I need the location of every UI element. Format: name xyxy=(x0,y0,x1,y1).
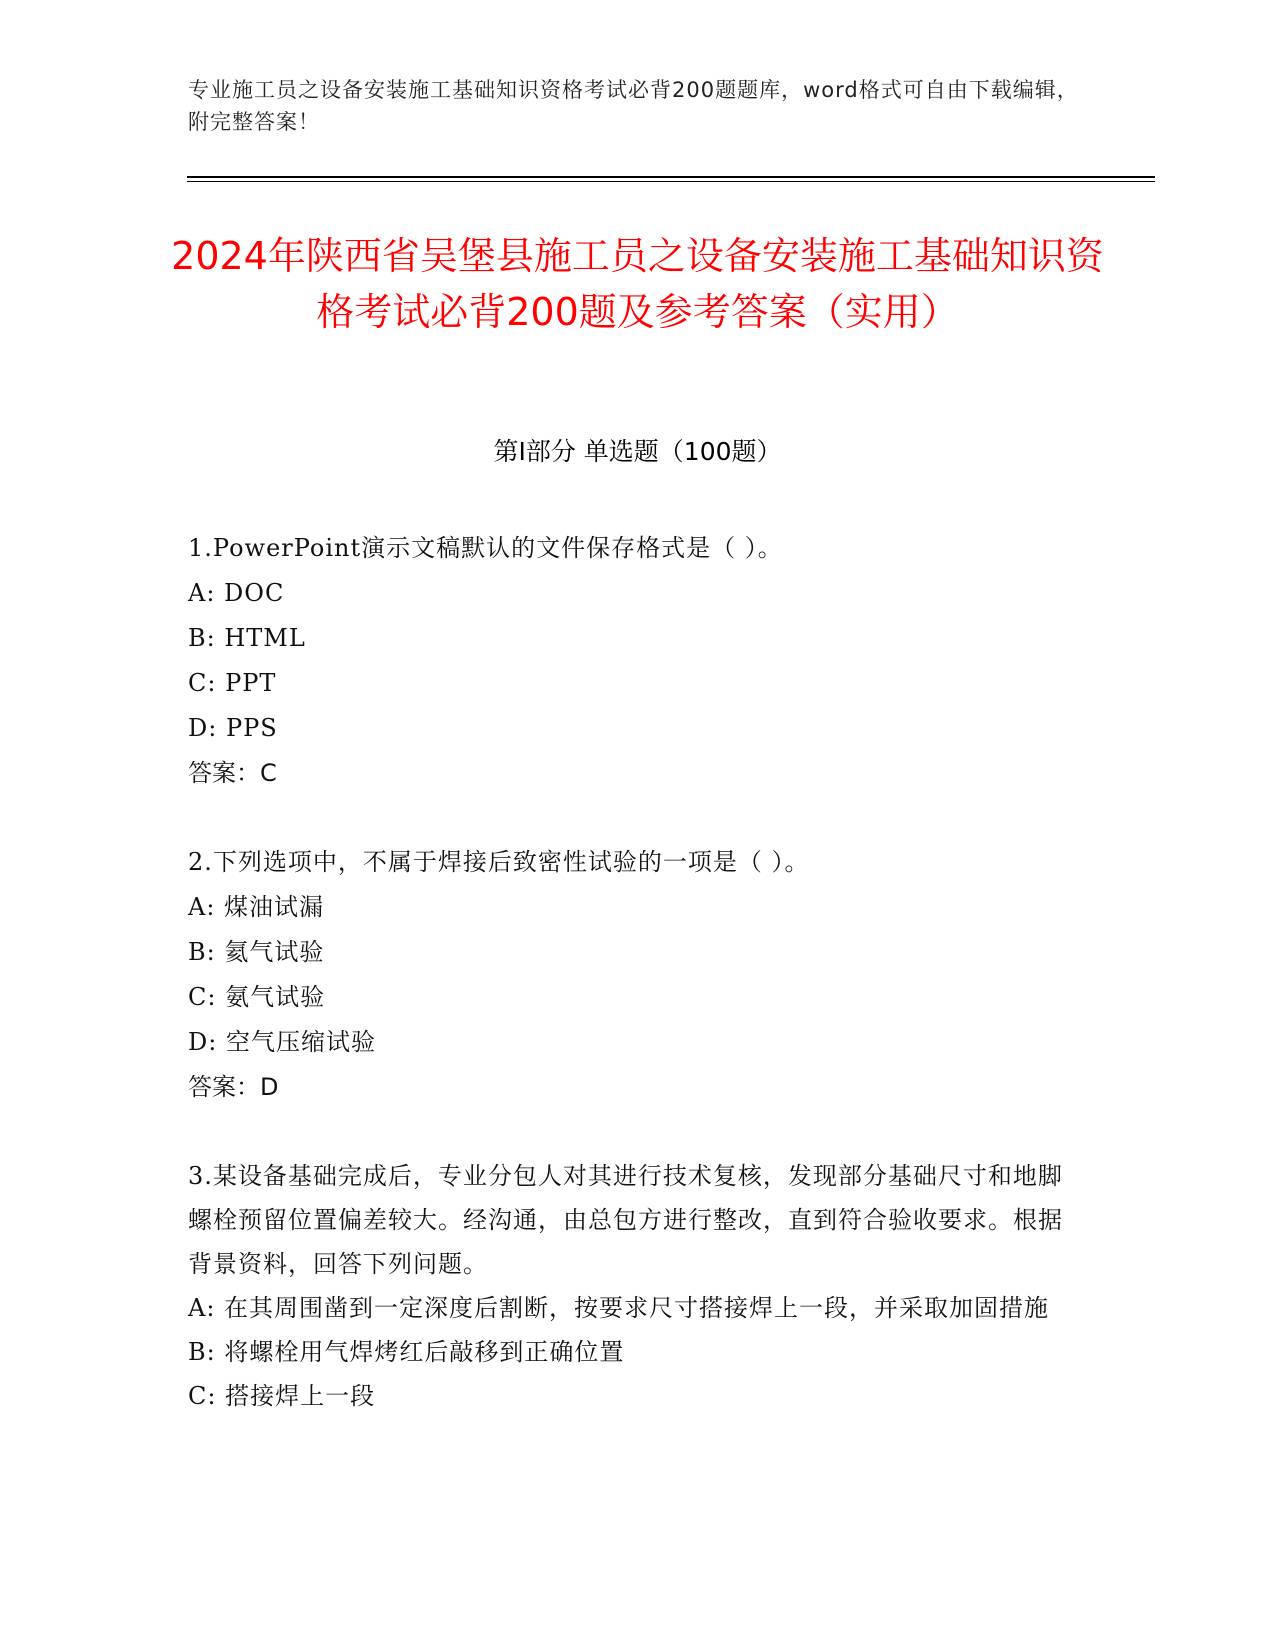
option-d: D: PPS xyxy=(188,714,278,742)
option-a: A: 煤油试漏 xyxy=(188,893,325,921)
header-note: 专业施工员之设备安装施工基础知识资格考试必背200题题库，word格式可自由下载编辑，附完整答案！ xyxy=(188,78,1079,134)
option-c: C: 氨气试验 xyxy=(188,983,326,1011)
question-3 xyxy=(188,1154,1068,1418)
answer-line: 答案：D xyxy=(188,1073,279,1101)
section-title: 第Ⅰ部分 单选题（100题） xyxy=(493,437,782,466)
option-b: B: 氦气试验 xyxy=(188,938,325,966)
question-stem: 1.PowerPoint演示文稿默认的文件保存格式是（ ）。 xyxy=(188,534,783,562)
question-2 xyxy=(188,840,1068,1110)
header-divider-thick xyxy=(187,176,1155,178)
option-d: D: 空气压缩试验 xyxy=(188,1028,376,1056)
option-a: A: DOC xyxy=(188,579,285,607)
question-stem: 3.某设备基础完成后，专业分包人对其进行技术复核，发现部分基础尺寸和地脚螺栓预留位置偏差较大。经沟通，由总包方进行整改，直到符合验收要求。根据背景资料，回答下列问题。 xyxy=(188,1162,1063,1278)
document-title: 2024年陕西省吴堡县施工员之设备安装施工基础知识资格考试必背200题及参考答案（实用） xyxy=(171,234,1104,334)
question-stem: 2.下列选项中，不属于焊接后致密性试验的一项是（ ）。 xyxy=(188,848,810,876)
option-b: B: HTML xyxy=(188,624,306,652)
option-c: C: 搭接焊上一段 xyxy=(188,1382,376,1410)
answer-line: 答案：C xyxy=(188,759,277,787)
header-divider-thin xyxy=(187,181,1155,182)
question-list xyxy=(188,526,1068,1462)
option-c: C: PPT xyxy=(188,669,277,697)
option-a: A: 在其周围凿到一定深度后割断，按要求尺寸搭接焊上一段，并采取加固措施 xyxy=(188,1294,1050,1322)
question-1 xyxy=(188,526,1068,796)
option-b: B: 将螺栓用气焊烤红后敲移到正确位置 xyxy=(188,1338,625,1366)
